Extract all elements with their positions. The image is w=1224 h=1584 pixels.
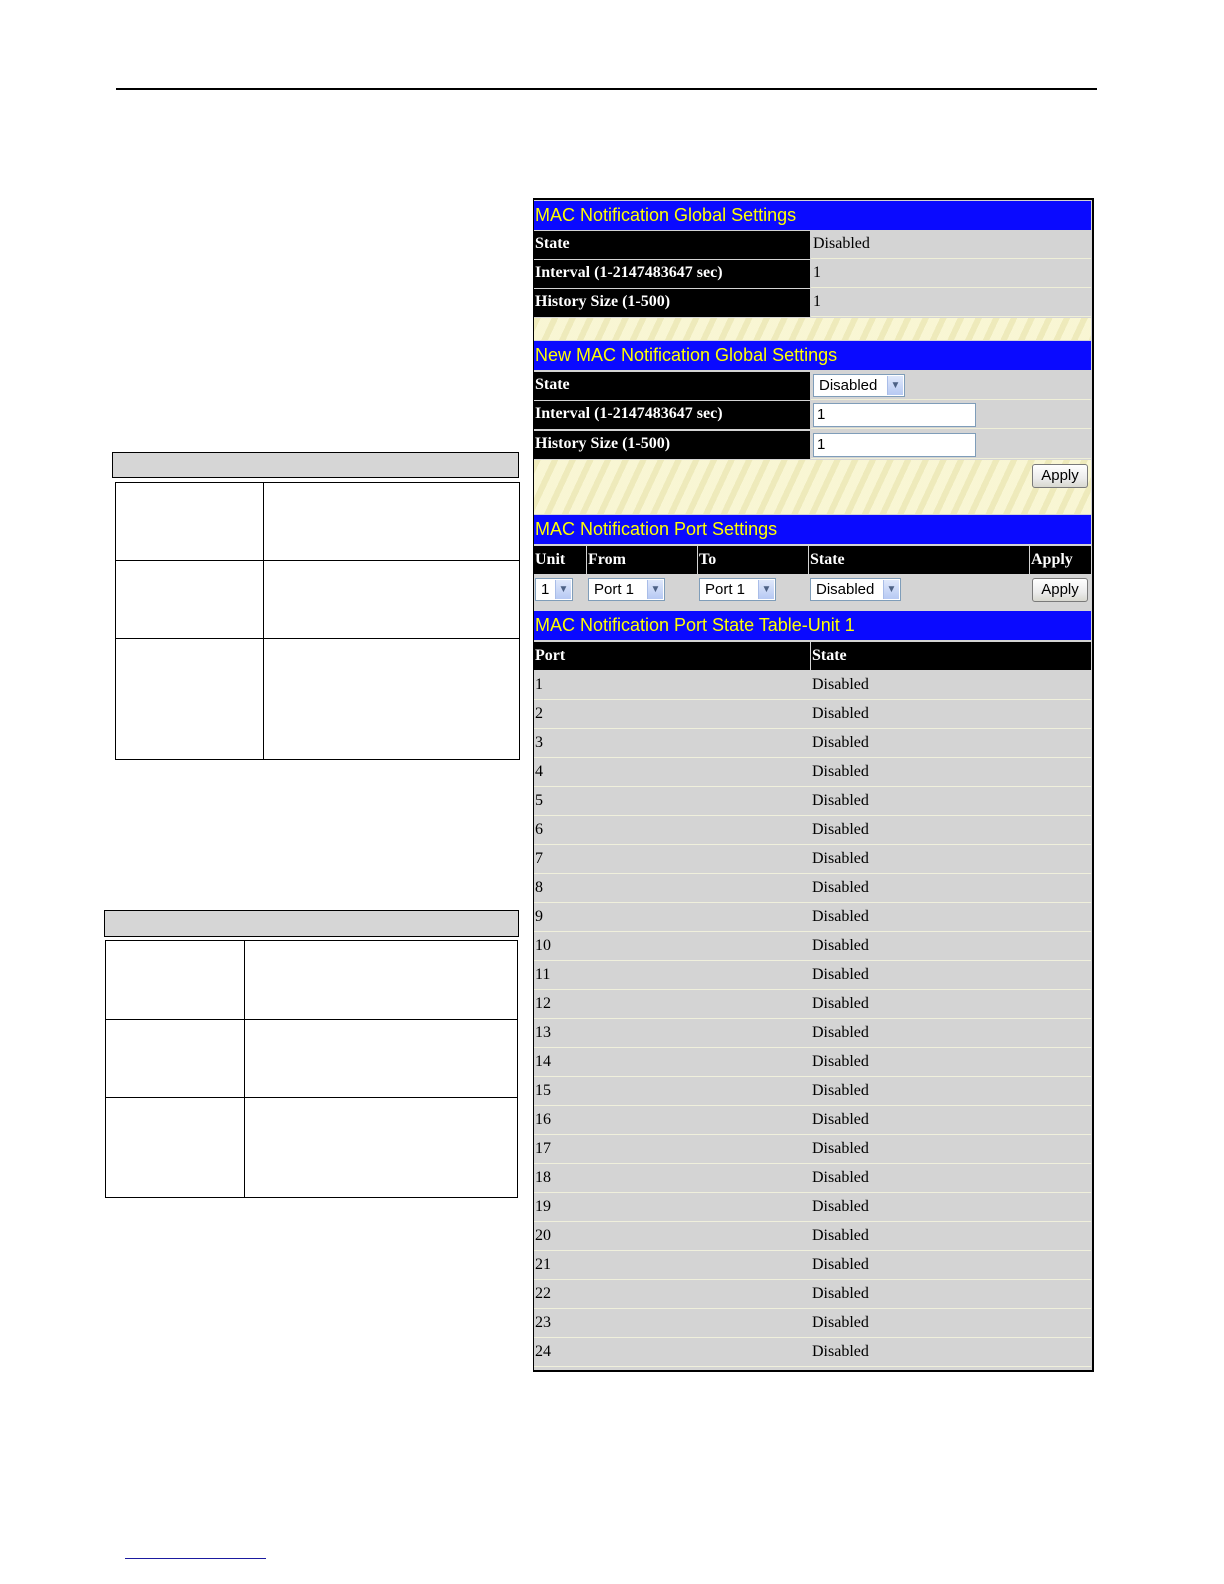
port-number: 18 [535, 1169, 551, 1186]
port-state: Disabled [812, 1053, 869, 1070]
header-state: State [810, 551, 845, 568]
port-number: 24 [535, 1343, 551, 1360]
table-row [534, 990, 1091, 1019]
global-history-label: History Size (1-500) [534, 289, 810, 317]
port-state: Disabled [812, 1343, 869, 1360]
port-number: 10 [535, 937, 551, 954]
to-port-select-value: Port 1 [705, 581, 746, 598]
doc-table-1-row-border [116, 560, 519, 561]
chevron-down-icon[interactable]: ▼ [758, 580, 774, 599]
global-history-value: 1 [811, 289, 1091, 317]
header-to: To [699, 551, 717, 568]
port-state: Disabled [812, 734, 869, 751]
port-number: 4 [535, 763, 543, 780]
port-state: Disabled [812, 1285, 869, 1302]
header-unit: Unit [535, 551, 566, 568]
port-number: 2 [535, 705, 543, 722]
table-row [534, 1019, 1091, 1048]
port-state: Disabled [812, 1140, 869, 1157]
table-row [534, 671, 1091, 700]
table-row [534, 845, 1091, 874]
table-row [534, 1135, 1091, 1164]
decorative-pattern-1 [534, 318, 1091, 340]
port-number: 9 [535, 908, 543, 925]
top-rule [116, 88, 1097, 90]
table-row [534, 903, 1091, 932]
port-state: Disabled [812, 1169, 869, 1186]
port-number: 15 [535, 1082, 551, 1099]
port-number: 21 [535, 1256, 551, 1273]
decorative-pattern-2 [534, 460, 1091, 514]
port-state: Disabled [812, 821, 869, 838]
new-state-select[interactable] [813, 374, 905, 397]
new-global-settings-title: New MAC Notification Global Settings [534, 341, 1091, 370]
chevron-down-icon[interactable]: ▼ [887, 376, 903, 395]
port-state: Disabled [812, 792, 869, 809]
port-settings-header-row [534, 546, 1091, 574]
table-row [534, 932, 1091, 961]
table-row [534, 1164, 1091, 1193]
port-state-table-header [534, 642, 1091, 670]
port-state: Disabled [812, 995, 869, 1012]
port-number: 22 [535, 1285, 551, 1302]
port-number: 5 [535, 792, 543, 809]
port-state-select[interactable] [810, 578, 901, 601]
port-number: 23 [535, 1314, 551, 1331]
table-row [534, 874, 1091, 903]
chevron-down-icon[interactable]: ▼ [883, 580, 899, 599]
table-row [534, 1106, 1091, 1135]
port-number: 19 [535, 1198, 551, 1215]
port-state: Disabled [812, 1024, 869, 1041]
header-from: From [588, 551, 626, 568]
table-row [534, 787, 1091, 816]
port-state-select-value: Disabled [816, 581, 875, 598]
table-row [534, 758, 1091, 787]
table-row [534, 1193, 1091, 1222]
chevron-down-icon[interactable]: ▼ [647, 580, 663, 599]
port-number: 6 [535, 821, 543, 838]
table-row [534, 1222, 1091, 1251]
port-state: Disabled [812, 908, 869, 925]
new-interval-input[interactable]: 1 [813, 403, 976, 427]
port-number: 11 [535, 966, 551, 983]
new-interval-label: Interval (1-2147483647 sec) [534, 401, 810, 429]
header-apply: Apply [1031, 551, 1073, 568]
global-history-row [534, 289, 1091, 317]
port-state: Disabled [812, 1256, 869, 1273]
new-state-row [534, 372, 1091, 400]
doc-table-1-divider [263, 483, 264, 759]
port-settings-title: MAC Notification Port Settings [534, 515, 1091, 544]
port-number: 12 [535, 995, 551, 1012]
port-state: Disabled [812, 763, 869, 780]
table-row [534, 1251, 1091, 1280]
chevron-down-icon[interactable]: ▼ [555, 580, 571, 599]
table-row [534, 1309, 1091, 1338]
doc-table-2-row-border [106, 1019, 517, 1020]
doc-table-1-row-border [116, 638, 519, 639]
unit-select-value: 1 [541, 581, 550, 598]
port-settings-apply-button[interactable]: Apply [1032, 578, 1088, 602]
table-row [534, 1077, 1091, 1106]
port-number: 13 [535, 1024, 551, 1041]
port-number: 16 [535, 1111, 551, 1128]
global-state-label: State [534, 231, 810, 259]
global-state-value: Disabled [811, 231, 1091, 259]
port-state: Disabled [812, 1227, 869, 1244]
global-interval-row [534, 260, 1091, 288]
new-history-input[interactable]: 1 [813, 433, 976, 457]
global-interval-label: Interval (1-2147483647 sec) [534, 260, 810, 288]
port-state: Disabled [812, 966, 869, 983]
global-interval-value: 1 [811, 260, 1091, 288]
new-interval-row [534, 401, 1091, 429]
port-number: 3 [535, 734, 543, 751]
port-settings-control-row [534, 575, 1091, 605]
port-state: Disabled [812, 705, 869, 722]
new-state-select-value: Disabled [819, 377, 878, 394]
port-number: 14 [535, 1053, 551, 1070]
port-number: 17 [535, 1140, 551, 1157]
port-state: Disabled [812, 937, 869, 954]
new-history-row [534, 431, 1091, 459]
unit-select[interactable] [535, 578, 573, 601]
global-settings-title: MAC Notification Global Settings [534, 201, 1091, 230]
table-row [534, 729, 1091, 758]
port-state-table-title: MAC Notification Port State Table-Unit 1 [534, 611, 1091, 640]
table-row [534, 816, 1091, 845]
port-number: 1 [535, 676, 543, 693]
port-state: Disabled [812, 1082, 869, 1099]
port-state: Disabled [812, 1111, 869, 1128]
port-state: Disabled [812, 879, 869, 896]
doc-table-1 [115, 482, 520, 760]
port-state: Disabled [812, 1198, 869, 1215]
header-port: Port [535, 647, 566, 664]
doc-table-2-header [104, 910, 519, 937]
table-row [534, 1280, 1091, 1309]
new-global-apply-button[interactable]: Apply [1032, 464, 1088, 488]
table-row [534, 1338, 1091, 1367]
doc-table-2-divider [244, 941, 245, 1197]
port-state: Disabled [812, 1314, 869, 1331]
table-row [534, 961, 1091, 990]
doc-table-1-header [112, 452, 519, 478]
new-history-label: History Size (1-500) [534, 431, 810, 459]
new-state-label: State [534, 372, 810, 400]
port-state: Disabled [812, 850, 869, 867]
from-port-select[interactable] [588, 578, 665, 601]
port-number: 8 [535, 879, 543, 896]
table-row [534, 700, 1091, 729]
table-row [534, 1048, 1091, 1077]
port-state: Disabled [812, 676, 869, 693]
mac-notification-panel [533, 198, 1094, 1372]
port-number: 20 [535, 1227, 551, 1244]
to-port-select[interactable] [699, 578, 776, 601]
global-state-row [534, 231, 1091, 259]
doc-table-2 [105, 940, 518, 1198]
port-number: 7 [535, 850, 543, 867]
header-port-state: State [812, 647, 847, 664]
doc-table-2-row-border [106, 1097, 517, 1098]
from-port-select-value: Port 1 [594, 581, 635, 598]
footer-link-underline [125, 1558, 266, 1559]
